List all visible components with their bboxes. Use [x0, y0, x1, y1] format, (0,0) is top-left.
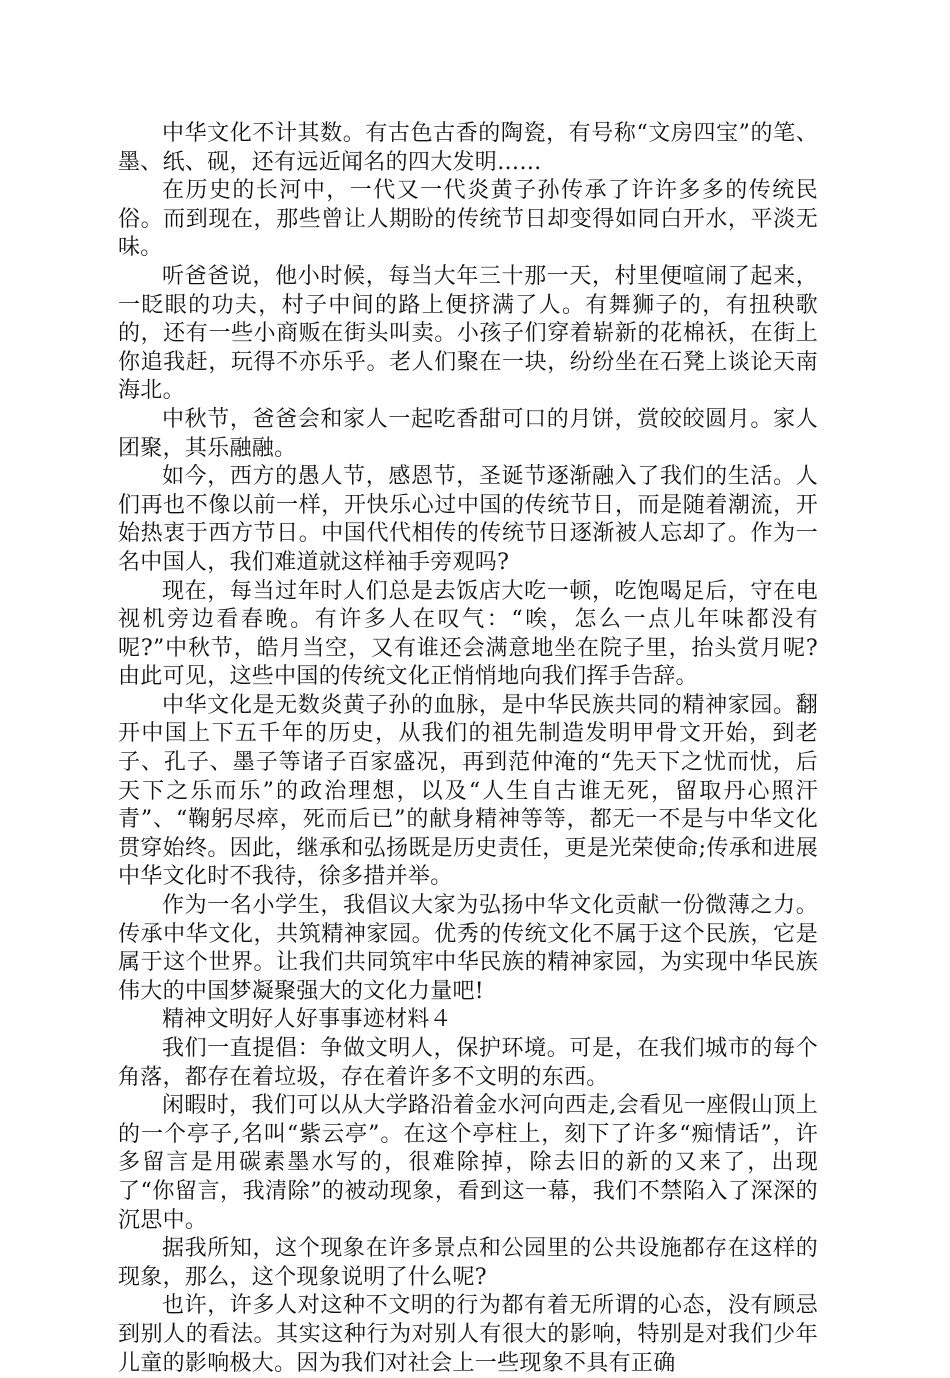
paragraph: 中华文化是无数炎黄子孙的血脉，是中华民族共同的精神家园。翻开中国上下五千年的历史，从我们的祖先制造发明甲骨文开始，到老子、孔子、墨子等诸子百家盛况，再到范仲淹的“先天下之忧而忧，后天下之乐而乐”的政治理想，以及“人生自古谁无死，留取丹心照汗青”、“鞠躬尽瘁，死而后已”的献身精神等等，都无一不是与中华文化贯穿始终。因此，继承和弘扬既是历史责任，更是光荣使命;传承和进展中华文化时不我待，徐多措并举。	[118, 692, 818, 890]
paragraph: 如今，西方的愚人节，感恩节，圣诞节逐渐融入了我们的生活。人们再也不像以前一样，开快乐心过中国的传统节日，而是随着潮流，开始热衷于西方节日。中国代代相传的传统节日逐渐被人忘却了。作为一名中国人，我们难道就这样袖手旁观吗?	[118, 464, 818, 575]
document-body	[118, 120, 818, 1378]
paragraph: 听爸爸说，他小时候，每当大年三十那一天，村里便喧闹了起来，一眨眼的功夫，村子中间的路上便挤满了人。有舞狮子的，有扭秧歌的，还有一些小商贩在街头叫卖。小孩子们穿着崭新的花棉袄，在街上你追我赶，玩得不亦乐乎。老人们聚在一块，纷纷坐在石凳上谈论天南海北。	[118, 263, 818, 404]
paragraph: 现在，每当过年时人们总是去饭店大吃一顿，吃饱喝足后，守在电视机旁边看春晚。有许多人在叹气：“唉，怎么一点儿年味都没有呢?”中秋节，皓月当空，又有谁还会满意地坐在院子里，抬头赏月呢?由此可见，这些中国的传统文化正悄悄地向我们挥手告辞。	[118, 578, 818, 690]
paragraph: 我们一直提倡：争做文明人，保护环境。可是，在我们城市的每个角落，都存在着垃圾，存在着许多不文明的东西。	[118, 1036, 818, 1090]
section-heading: 精神文明好人好事事迹材料４	[162, 1007, 452, 1033]
paragraph: 闲暇时，我们可以从大学路沿着金水河向西走,会看见一座假山顶上的一个亭子,名叫“紫云亭”。在这个亭柱上，刻下了许多“痴情话”，许多留言是用碳素墨水写的，很难除掉，除去旧的新的又来了，出现了“你留言，我清除”的被动现象，看到这一幕，我们不禁陷入了深深的沉思中。	[118, 1093, 818, 1233]
paragraph: 作为一名小学生，我倡议大家为弘扬中华文化贡献一份微薄之力。传承中华文化，共筑精神家园。优秀的传统文化不属于这个民族，它是属于这个世界。让我们共同筑牢中华民族的精神家园，为实现中华民族伟大的中国梦凝聚强大的文化力量吧!	[118, 893, 818, 1004]
paragraph: 据我所知，这个现象在许多景点和公园里的公共设施都存在这样的现象，那么，这个现象说明了什么呢?	[118, 1236, 818, 1290]
paragraph: 中华文化不计其数。有古色古香的陶瓷，有号称“文房四宝”的笔、墨、纸、砚，还有远近闻名的四大发明……	[118, 121, 818, 175]
paragraph: 中秋节，爸爸会和家人一起吃香甜可口的月饼，赏皎皎圆月。家人团聚，其乐融融。	[118, 406, 818, 461]
paragraph: 也许，许多人对这种不文明的行为都有着无所谓的心态，没有顾忌到别人的看法。其实这种行为对别人有很大的影响，特别是对我们少年儿童的影响极大。因为我们对社会上一些现象不具有正确	[118, 1293, 818, 1376]
paragraph: 在历史的长河中，一代又一代炎黄子孙传承了许许多多的传统民俗。而到现在，那些曾让人期盼的传统节日却变得如同白开水，平淡无味。	[118, 178, 818, 261]
